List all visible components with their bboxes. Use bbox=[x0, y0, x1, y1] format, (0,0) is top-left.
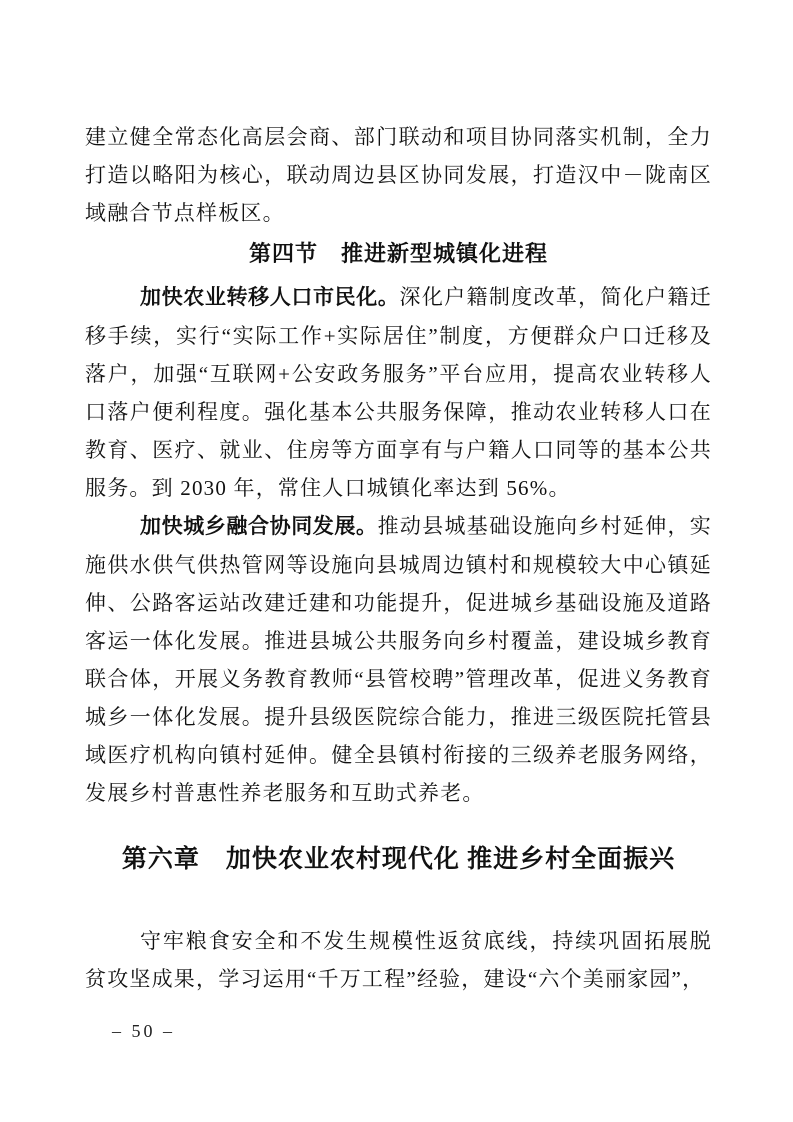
paragraph-urbanization bbox=[85, 278, 712, 507]
section-heading-section4: 第四节 推进新型城镇化进程 bbox=[248, 241, 548, 266]
paragraph-continued-from-previous-page: 建立健全常态化高层会商、部门联动和项目协同落实机制，全力打造以略阳为核心，联动周边县区协同发展，打造汉中－陇南区域融合节点样板区。 bbox=[85, 125, 712, 225]
page-number: – 50 – bbox=[112, 1021, 175, 1041]
paragraph-chapter6-opening: 守牢粮食安全和不发生规模性返贫底线，持续巩固拓展脱贫攻坚成果，学习运用“千万工程”经验，建设“六个美丽家园”， bbox=[85, 929, 712, 991]
paragraph-urban-rural-integration-lead: 加快城乡融合协同发展。 bbox=[140, 515, 378, 538]
paragraph-urbanization-body: 深化户籍制度改革，简化户籍迁移手续，实行“实际工作+实际居住”制度，方便群众户口迁移及落户，加强“互联网+公安政务服务”平台应用，提高农业转移人口落户便利程度。强化基本公共服务保障，推动农业转移人口在教育、医疗、就业、住房等方面享有与户籍人口同等的基本公共服务。到 2030 年，常住人口城镇化率达到 56%。 bbox=[85, 285, 712, 500]
paragraph-urban-rural-integration-body: 推动县城基础设施向乡村延伸，实施供水供气供热管网等设施向县城周边镇村和规模较大中心镇延伸、公路客运站改建迁建和功能提升，促进城乡基础设施及道路客运一体化发展。推进县城公共服务向乡村覆盖，建设城乡教育联合体，开展义务教育教师“县管校聘”管理改革，促进义务教育城乡一体化发展。提升县级医院综合能力，推进三级医院托管县域医疗机构向镇村延伸。健全县镇村衔接的三级养老服务网络，发展乡村普惠性养老服务和互助式养老。 bbox=[85, 514, 713, 805]
paragraph-urbanization-lead: 加快农业转移人口市民化。 bbox=[140, 286, 400, 309]
paragraph-urban-rural-integration bbox=[85, 507, 712, 812]
chapter-heading-chapter6: 第六章 加快农业农村现代化 推进乡村全面振兴 bbox=[121, 846, 676, 873]
